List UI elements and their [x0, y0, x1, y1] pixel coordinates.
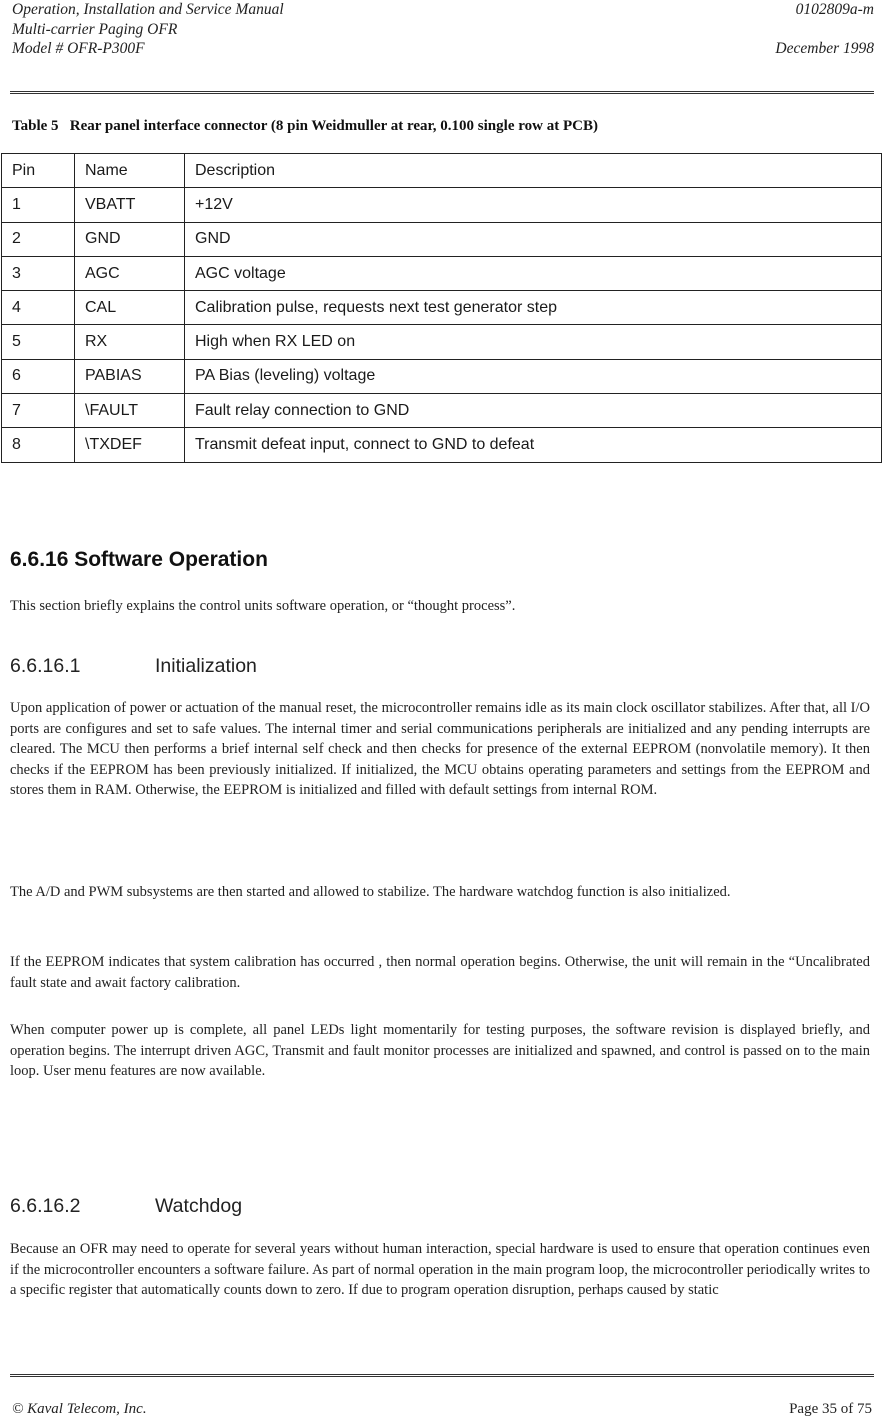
page-header [12, 0, 874, 64]
table-caption: Table 5 Rear panel interface connector (8 pin Weidmuller at rear, 0.100 single row at PCB) [12, 118, 598, 134]
name-cell: CAL [75, 291, 185, 325]
description-cell: Transmit defeat input, connect to GND to defeat [185, 428, 882, 462]
table-header-row [2, 154, 882, 188]
subsection-heading-initialization [10, 655, 257, 678]
name-cell: \FAULT [75, 394, 185, 428]
description-cell: +12V [185, 188, 882, 222]
section-heading: 6.6.16 Software Operation [10, 548, 268, 571]
subsection-title: Watchdog [155, 1195, 243, 1217]
table-row [2, 256, 882, 290]
pin-cell: 8 [2, 428, 75, 462]
paragraph: Because an OFR may need to operate for several years without human interaction, special hardware is used to ensure that operation continues even if the microcontroller encounters a software failure. As part of normal operation in the main program loop, the microcontroller periodically writes to a specific register that automatically counts down to zero. If due to program operation disruption, perhaps caused by static [10, 1241, 870, 1298]
name-cell: PABIAS [75, 359, 185, 393]
table-row [2, 222, 882, 256]
doc-number: 0102809a-m [795, 1, 874, 18]
description-cell: Calibration pulse, requests next test generator step [185, 291, 882, 325]
description-cell: AGC voltage [185, 256, 882, 290]
manual-title: Operation, Installation and Service Manual [12, 1, 284, 18]
pin-cell: 2 [2, 222, 75, 256]
name-cell: GND [75, 222, 185, 256]
description-cell: PA Bias (leveling) voltage [185, 359, 882, 393]
model-number: Model # OFR-P300F [12, 40, 145, 57]
product-name: Multi-carrier Paging OFR [12, 20, 178, 38]
footer-rule [10, 1374, 874, 1377]
name-cell: \TXDEF [75, 428, 185, 462]
section-intro: This section briefly explains the control units software operation, or “thought process”. [10, 598, 516, 614]
paragraph: The A/D and PWM subsystems are then started and allowed to stabilize. The hardware watchdog function is also initialized. [10, 884, 731, 900]
table-row [2, 325, 882, 359]
name-cell: AGC [75, 256, 185, 290]
subsection-number: 6.6.16.1 [10, 655, 81, 677]
table-row [2, 359, 882, 393]
header-left [12, 0, 284, 59]
subsection-number: 6.6.16.2 [10, 1195, 81, 1217]
name-cell: VBATT [75, 188, 185, 222]
pin-cell: 5 [2, 325, 75, 359]
description-cell: High when RX LED on [185, 325, 882, 359]
table-row [2, 428, 882, 462]
pin-cell: 1 [2, 188, 75, 222]
pin-cell: 4 [2, 291, 75, 325]
subsection-heading-watchdog [10, 1195, 243, 1218]
table-row [2, 394, 882, 428]
pin-cell: 6 [2, 359, 75, 393]
doc-date: December 1998 [775, 40, 874, 57]
pin-cell: 3 [2, 256, 75, 290]
pin-table [1, 153, 882, 463]
table-row [2, 188, 882, 222]
header-rule [10, 91, 874, 94]
page-number: Page 35 of 75 [789, 1401, 872, 1417]
subsection-title: Initialization [155, 655, 257, 677]
paragraph: Upon application of power or actuation of the manual reset, the microcontroller remains idle as its main clock oscillator stabilizes. After that, all I/O ports are configures and set to safe values. The internal timer and serial communications peripherals are initialized and any pending interrupts are cleared. The MCU then performs a brief internal self check and then checks for presence of the external EEPROM (nonvolatile memory). It then checks if the EEPROM has been previously initialized. If initialized, the MCU obtains operating parameters and settings from the EEPROM and stores them in RAM. Otherwise, the EEPROM is initialized and filled with default settings from internal ROM. [10, 700, 870, 798]
column-header-name: Name [75, 154, 185, 188]
paragraph: If the EEPROM indicates that system calibration has occurred , then normal operation begins. Otherwise, the unit will remain in the “Uncalibrated fault state and await factory calibration. [10, 954, 870, 991]
column-header-pin: Pin [2, 154, 75, 188]
paragraph: When computer power up is complete, all panel LEDs light momentarily for testing purposes, the software revision is displayed briefly, and operation begins. The interrupt driven AGC, Transmit and fault monitor processes are initialized and spawned, and control is passed on to the main loop. User menu features are now available. [10, 1022, 870, 1079]
copyright: © Kaval Telecom, Inc. [12, 1401, 147, 1417]
table-row [2, 291, 882, 325]
pin-cell: 7 [2, 394, 75, 428]
column-header-description: Description [185, 154, 882, 188]
name-cell: RX [75, 325, 185, 359]
description-cell: Fault relay connection to GND [185, 394, 882, 428]
description-cell: GND [185, 222, 882, 256]
